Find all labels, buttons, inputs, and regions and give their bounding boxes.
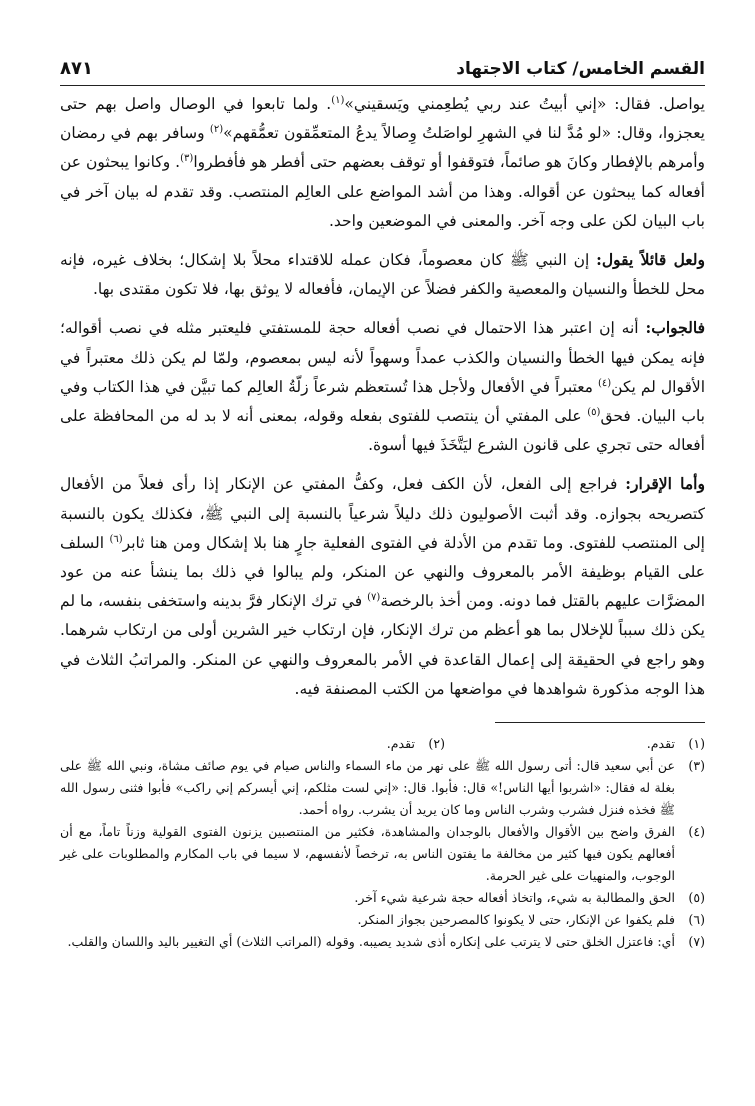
paragraph-text: يواصل. فقال: «إني أبيتُ عند ربي يُطعِمني ويَسقيني» xyxy=(344,95,705,113)
paragraph-text: وسافر بهم في رمضان وأمرهم بالإفطار وكانَ هو صائماً، فتوقفوا أو توقف بعضهم حتى أفطر هو فأفطروا xyxy=(60,124,705,172)
footnote-text: تقدم. xyxy=(386,736,415,752)
footnote-1 xyxy=(445,733,705,755)
footnote-number: (٦) xyxy=(688,912,705,928)
footnotes xyxy=(60,733,705,953)
footnote-marker[interactable]: (١) xyxy=(331,94,345,106)
footnote-marker[interactable]: (٥) xyxy=(587,406,601,418)
footnote-marker[interactable]: (٤) xyxy=(597,377,612,389)
paragraph-lead: ولعل قائلاً يقول: xyxy=(596,250,705,270)
footnote-2 xyxy=(185,733,445,755)
footnote-number: (١) xyxy=(688,736,705,752)
paragraph-text: . وكانوا يبحثون عن أفعاله كما يبحثون عن أقواله. وهذا من أشد المواضع على العالِم المنتصب. وقد تقدم له بيان آخر في باب البيان لكن على وجه آخر. والمعنى في الموضعين واحد. xyxy=(60,153,705,230)
footnote-marker[interactable]: (٣) xyxy=(180,153,194,165)
page xyxy=(60,58,705,953)
footnote-text: أي: فاعتزل الخلق حتى لا يترتب على إنكاره أذى شديد يصيبه. وقوله (المراتب الثلاث) أي التغيير باليد واللسان والقلب. xyxy=(67,934,675,950)
footnote-5 xyxy=(60,887,705,909)
footnote-number: (٧) xyxy=(688,934,705,950)
paragraph xyxy=(60,469,705,704)
paragraph xyxy=(60,90,705,236)
paragraph-text: السلف على القيام بوظيفة الأمر بالمعروف والنهي عن المنكر، ولم يبالوا في ذلك بما ينشأ عنه من عود المضرَّات عليهم بالقتل فما دونه. ومن أخذ بالرخصة xyxy=(60,533,705,611)
footnote-divider xyxy=(495,722,705,723)
paragraph-text: معتبراً في الأفعال ولأجل هذا تُستعظم شرعاً زلّةُ العالِم كما تبيَّن في هذا الكتاب وفي باب البيان. فحق xyxy=(60,377,705,426)
header-title: القسم الخامس/ كتاب الاجتهاد xyxy=(456,59,705,79)
footnote-text: الفرق واضح بين الأقوال والأفعال بالوجدان والمشاهدة، فكثير من المنتصبين يزنون الفتوى القولية وزناً تاماً، مع أن أفعالهم يكون فيها كثير من مخالفة ما يفتون الناس به، ترخصاً لأنفسهم، لا سيما في باب المكارم والمطلوبات على غير الوجوب، والمنهيات على غير الحرمة. xyxy=(60,824,675,884)
body-text xyxy=(60,90,705,704)
running-header xyxy=(60,58,705,86)
footnote-text: فلم يكفوا عن الإنكار، حتى لا يكونوا كالمصرحين بجواز المنكر. xyxy=(357,912,675,928)
footnote-number: (٢) xyxy=(428,736,445,752)
paragraph-text: . ولما تابعوا في الوصال واصل بهم حتى يعجزوا، وقال: «لو مُدَّ لنا في الشهرِ لواصَلتُ وِصالاً يدعُ المتعمِّقون تعمُّقهم» xyxy=(60,95,705,143)
paragraph-text: فراجع إلى الفعل، لأن الكف فعل، وكفُّ المفتي عن الإنكار إذا رأى فعلاً من الأفعال كتصريحه بجوازه. وقد أثبت الأصوليون ذلك دليلاً شرعياً بالنسبة إلى النبي ﷺ، فكذلك يكون بالنسبة إلى المنتصب للفتوى. وما تقدم من الأدلة في الفتوى الفعلية جارٍ هنا بلا إشكال ومن هنا ثابر xyxy=(60,475,705,552)
footnote-text: تقدم. xyxy=(646,736,675,752)
paragraph xyxy=(60,313,705,460)
paragraph-text: في ترك الإنكار فرَّ بدينه واستخفى بنفسه، ما لم يكن ذلك سبباً للإخلال بما هو أعظم من ترك الإنكار، فإن ارتكاب خير الشرين أولى من ارتكاب شرهما. وهو راجع في الحقيقة إلى إعمال القاعدة في الأمر بالمعروف والنهي عن المنكر. والمراتبُ الثلاث في هذا الوجه مذكورة شواهدها في مواضعها من الكتب المصنفة فيه. xyxy=(60,592,705,698)
paragraph xyxy=(60,245,705,304)
footnote-marker[interactable]: (٢) xyxy=(209,124,224,136)
footnote-3 xyxy=(60,755,705,821)
footnote-marker[interactable]: (٧) xyxy=(367,592,381,604)
paragraph-text: أنه إن اعتبر هذا الاحتمال في نصب أفعاله حجة للمستفتي فليعتبر مثله في نصب أقواله؛ فإنه يمكن فيها الخطأ والنسيان والكذب عمداً وسهواً لأنه ليس بمعصوم، ولمّا لم يكن ذلك معتبراً في الأقوال لم يكن xyxy=(60,319,705,396)
footnote-text: الحق والمطالبة به شيء، واتخاذ أفعاله حجة شرعية شيء آخر. xyxy=(354,890,675,906)
footnote-4 xyxy=(60,821,705,887)
footnote-7 xyxy=(60,931,705,953)
footnote-pair xyxy=(60,733,705,755)
footnote-6 xyxy=(60,909,705,931)
footnote-number: (٤) xyxy=(688,824,705,840)
footnote-text: عن أبي سعيد قال: أتى رسول الله ﷺ على نهر من ماء السماء والناس صيام في يوم صائف مشاة، ونبي الله ﷺ على بغلة له فقال: «اشربوا أيها الناس!» قال: فأبوا. قال: «إني لست مثلكم، إني أيسركم إني راكب» فأبوا فثنى رسول الله ﷺ فخذه فنزل فشرب وشرب الناس وما كان يريد أن يشرب. رواه أحمد. xyxy=(60,758,675,818)
footnote-number: (٣) xyxy=(688,758,705,774)
page-number: ٨٧١ xyxy=(60,58,93,79)
paragraph-lead: فالجواب: xyxy=(645,318,705,338)
paragraph-text: على المفتي أن ينتصب للفتوى بفعله وقوله، بمعنى أنه لا بد له من المحافظة على أفعاله حتى تجري على قانون الشرع ليَتَّخَذَ فيها أسوة. xyxy=(60,407,705,455)
footnote-marker[interactable]: (٦) xyxy=(109,533,123,545)
paragraph-text: إن النبي ﷺ كان معصوماً، فكان عمله للاقتداء محلاً بلا إشكال؛ بخلاف غيره، فإنه محل للخطأ والنسيان والمعصية والكفر فضلاً عن الإيمان، فأفعاله لا يوثق بها، فلا تكون مقتدى بها. xyxy=(60,251,705,299)
footnote-number: (٥) xyxy=(688,890,705,906)
paragraph-lead: وأما الإقرار: xyxy=(625,474,705,494)
